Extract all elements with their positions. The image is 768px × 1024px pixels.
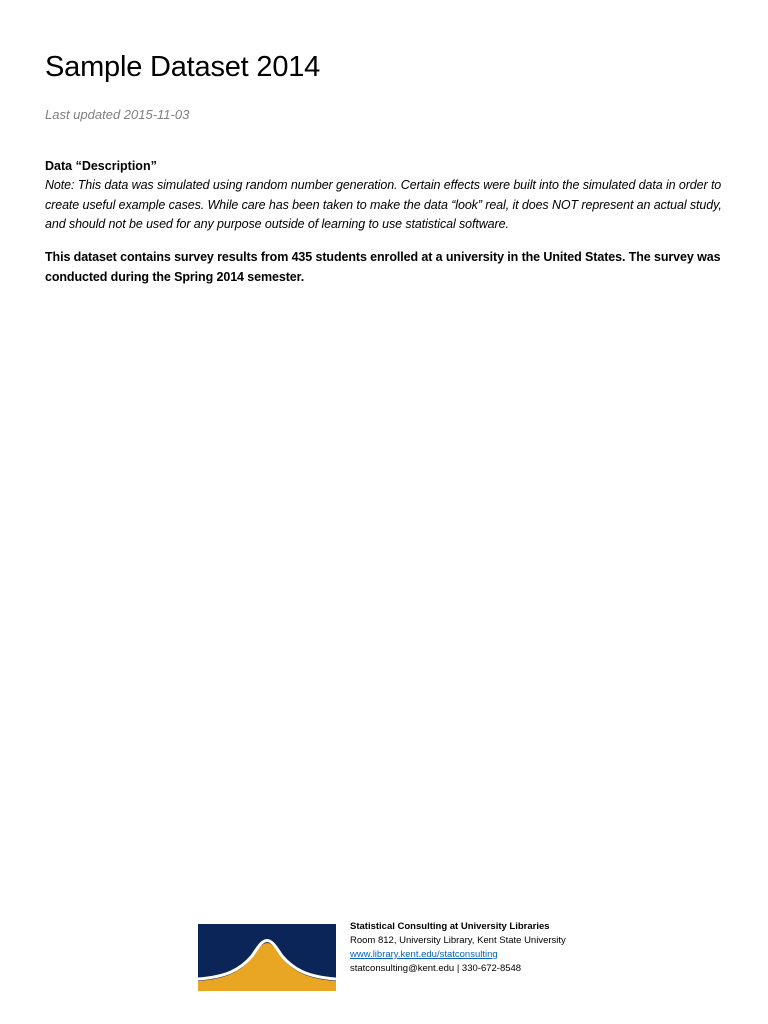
footer-contact: statconsulting@kent.edu | 330-672-8548: [350, 963, 522, 974]
simulation-note: Note: This data was simulated using random number generation. Certain effects were built into the simulated data in order to create useful example cases. While care has been taken to make the data “look” real, it does NOT represent an actual study, and should not be used for any purpose outside of learning to use statistical software.: [45, 178, 722, 231]
page-title: Sample Dataset 2014: [45, 51, 321, 83]
footer-website-link[interactable]: www.library.kent.edu/statconsulting: [350, 949, 498, 960]
footer-contact-block: [350, 920, 650, 976]
footer-org-name: Statistical Consulting at University Libraries: [350, 921, 550, 932]
section-heading: Data “Description”: [45, 159, 157, 173]
data-description-section: [45, 156, 725, 287]
footer-address: Room 812, University Library, Kent State University: [350, 935, 566, 946]
last-updated-date: Last updated 2015-11-03: [45, 107, 190, 122]
bell-curve-logo: [198, 924, 336, 991]
dataset-summary: This dataset contains survey results from 435 students enrolled at a university in the United States. The survey was conducted during the Spring 2014 semester.: [45, 249, 721, 284]
